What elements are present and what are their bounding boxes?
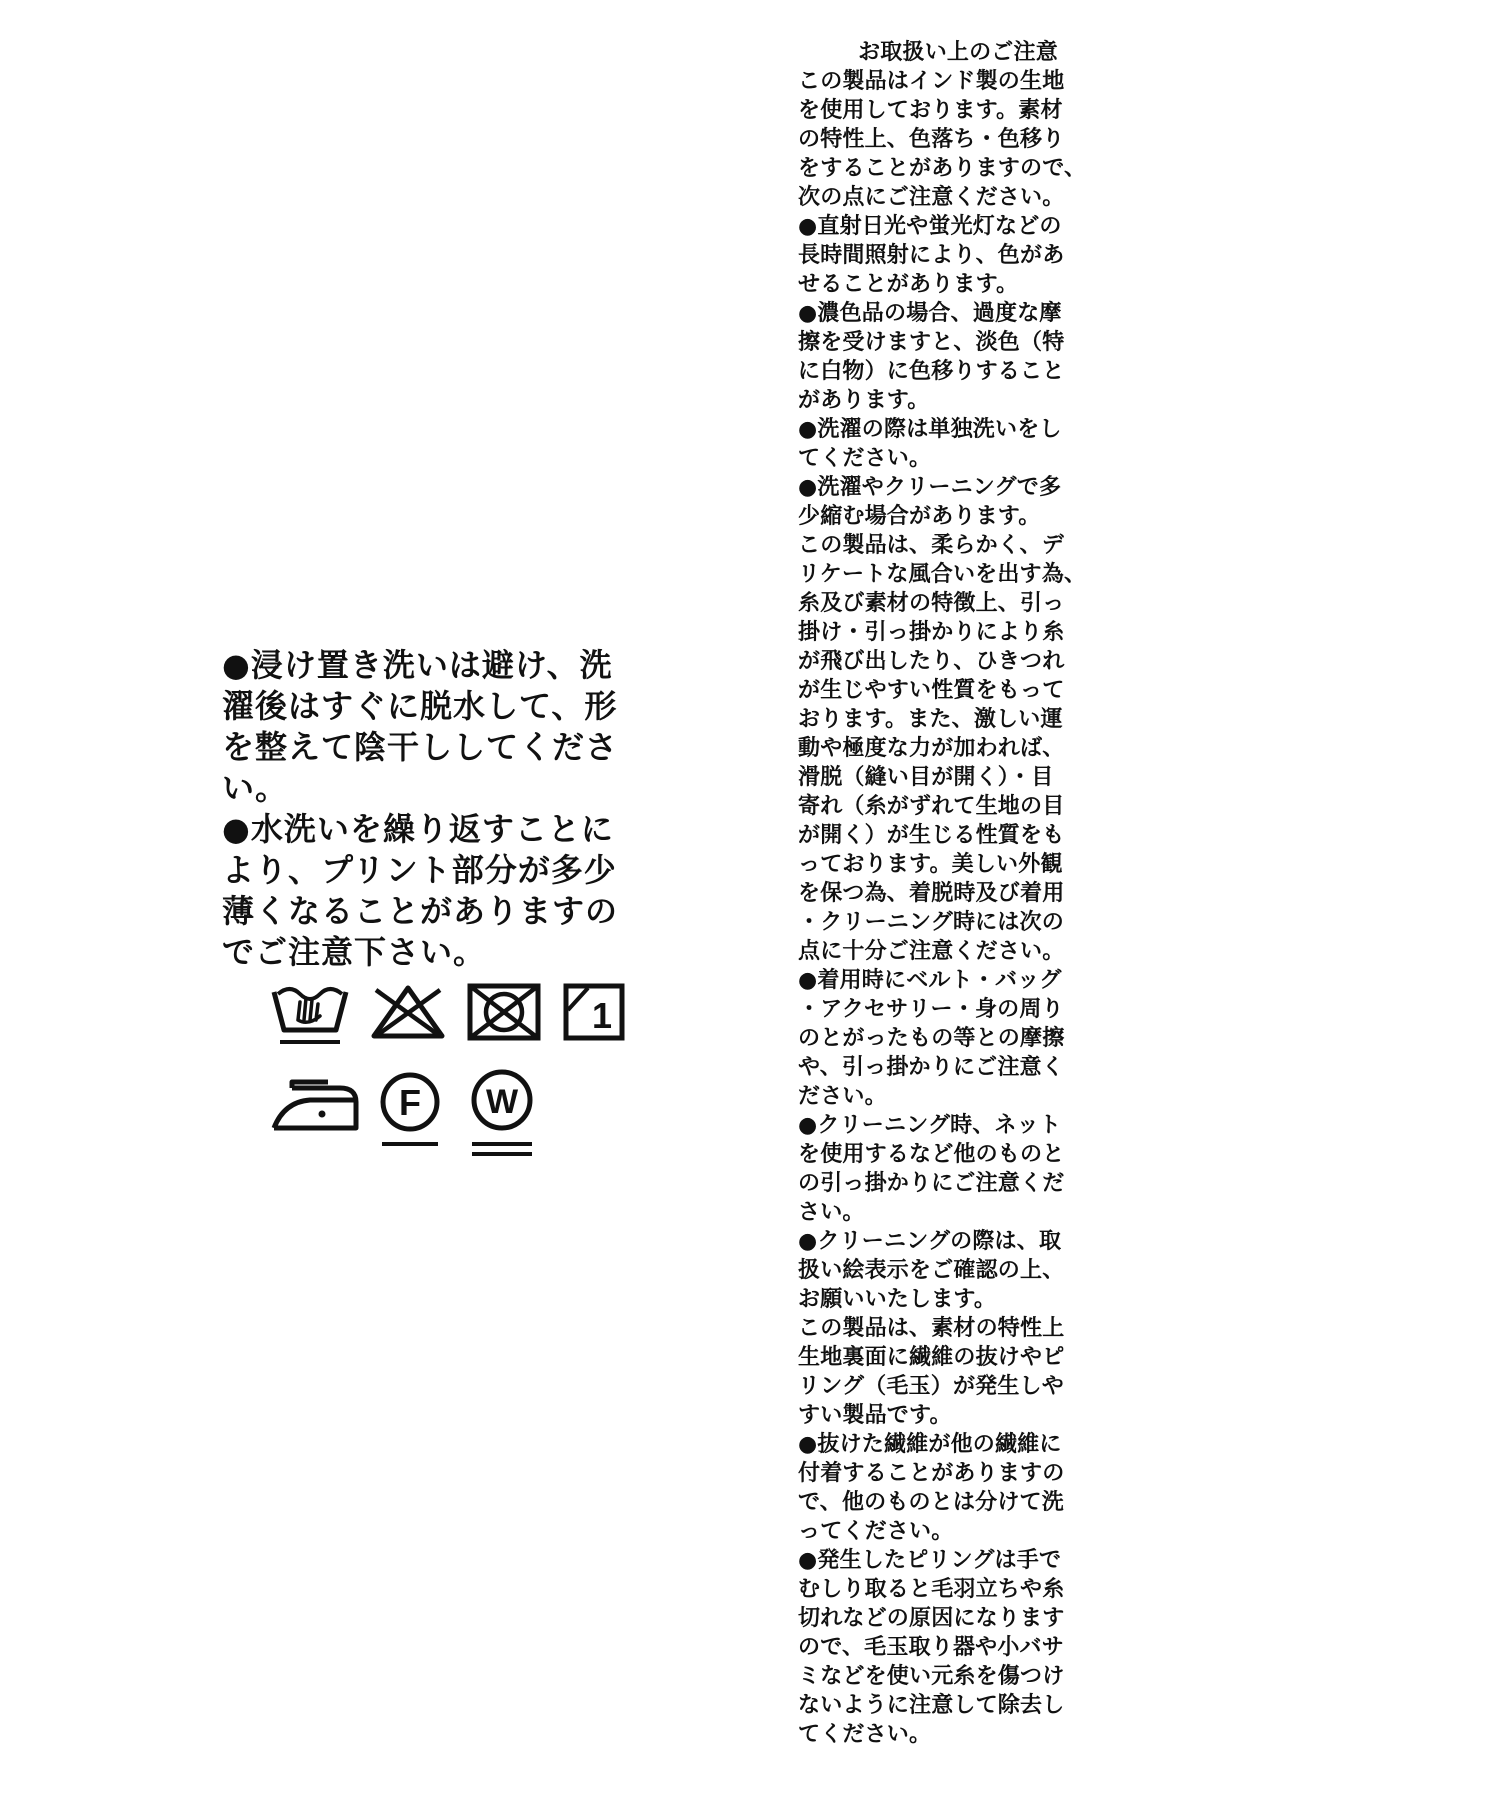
dry-clean-label: F [399, 1082, 421, 1123]
note-print-fading: ●水洗いを繰り返すことに より、プリント部分が多少 薄くなることがありますの でご注意下さい。 [222, 810, 619, 971]
drip-dry-icon [562, 982, 626, 1042]
drip-dry-label: 1 [591, 995, 613, 1036]
dry-clean-f-icon [376, 1070, 444, 1150]
caution-paragraph: この製品は、素材の特性上 生地裏面に繊維の抜けやピ リング（毛玉）が発生しや すい製品です。 [798, 1316, 1065, 1428]
caution-paragraph: ●洗濯やクリーニングで多 少縮む場合があります。 [798, 475, 1062, 529]
caution-paragraph: ●クリーニングの際は、取 扱い絵表示をご確認の上、 お願いいたします。 [798, 1229, 1065, 1312]
caution-title: お取扱い上のご注意 [858, 40, 1058, 65]
caution-paragraph: ●直射日光や蛍光灯などの 長時間照射により、色があ せることがあります。 [798, 214, 1065, 297]
wet-clean-label: W [485, 1083, 519, 1121]
caution-paragraph: ●着用時にベルト・バッグ ・アクセサリー・身の周り のとがったもの等との摩擦 や、引っ掛かりにご注意く ださい。 [798, 968, 1065, 1109]
caution-paragraph: ●洗濯の際は単独洗いをし てください。 [798, 417, 1062, 471]
handling-caution [798, 38, 1128, 1749]
wet-clean-w-icon [466, 1068, 538, 1160]
iron-low-icon [270, 1076, 360, 1136]
caution-paragraph: この製品は、柔らかく、デ リケートな風合いを出す為、 糸及び素材の特徴上、引っ 掛け・引っ掛かりにより糸 が飛び出したり、ひきつれ が生じやすい性質をもって おります。また、激しい運 動や極度な力が加われば、 滑脱（縫い目が開く）・目 寄れ（糸がずれて生地の目 が開く）が生じる性質をも っております。美しい外観 を保つ為、着脱時及び着用 ・クリーニング時には次の 点に十分ご注意ください。 [798, 533, 1087, 964]
caution-paragraph: この製品はインド製の生地 を使用しております。素材 の特性上、色落ち・色移り をすることがありますので、 次の点にご注意ください。 [798, 69, 1087, 210]
caution-paragraph: ●濃色品の場合、過度な摩 擦を受けますと、淡色（特 に白物）に色移りすること があります。 [798, 301, 1065, 413]
caution-paragraph: ●クリーニング時、ネット を使用するなど他のものと の引っ掛かりにご注意くだ さい。 [798, 1113, 1065, 1225]
no-bleach-icon [370, 984, 446, 1040]
note-soaking: ●浸け置き洗いは避け、洗 濯後はすぐに脱水して、形 を整えて陰干ししてくださ い。 [222, 646, 619, 807]
washing-notes [222, 645, 662, 973]
caution-paragraph: ●発生したピリングは手で むしり取ると毛羽立ちや糸 切れなどの原因になります ので、毛玉取り器や小バサ ミなどを使い元糸を傷つけ ないように注意して除去し てください。 [798, 1548, 1065, 1747]
hand-wash-icon [270, 980, 350, 1050]
caution-paragraph: ●抜けた繊維が他の繊維に 付着することがありますの で、他のものとは分けて洗 ってください。 [798, 1432, 1065, 1544]
care-symbols [270, 980, 650, 1170]
no-tumble-dry-icon [466, 982, 542, 1042]
